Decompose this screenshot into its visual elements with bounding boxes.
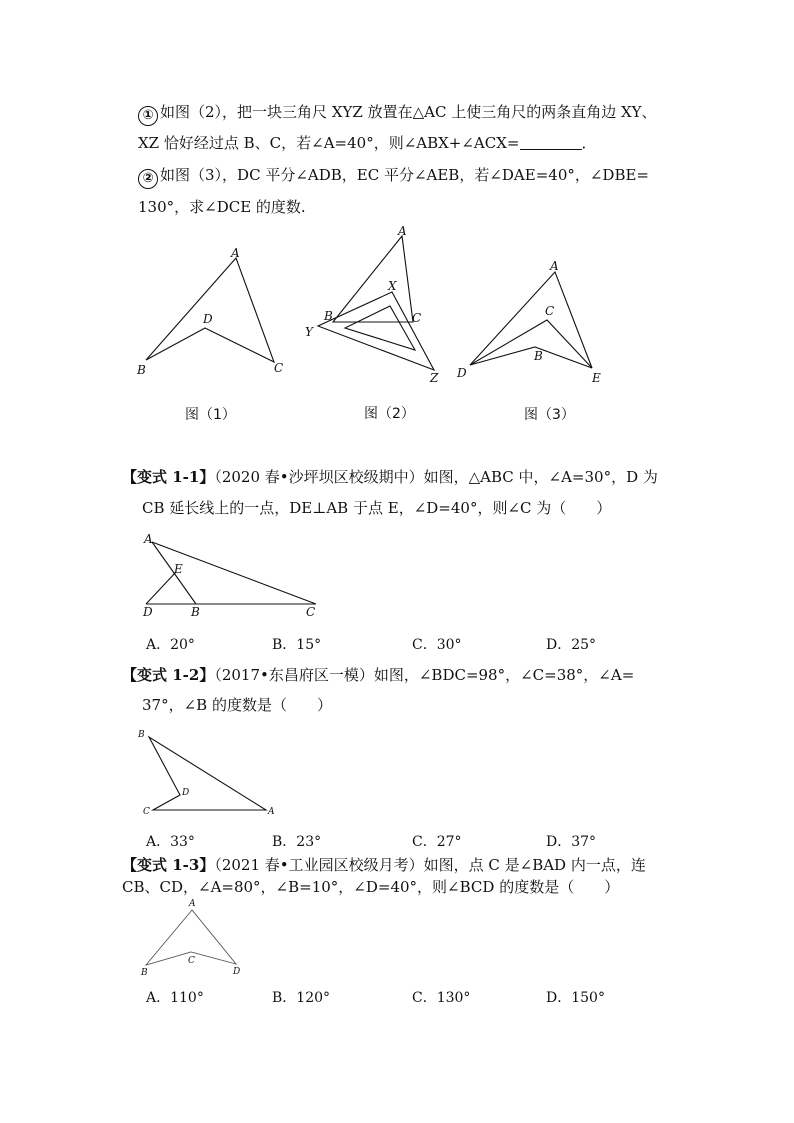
figure-1 [146, 258, 274, 362]
v3-line2: CB、CD，∠A=80°，∠B=10°，∠D=40°，则∠BCD 的度数是（ ） [122, 878, 620, 896]
v2-option-a[interactable]: A．33° [146, 834, 195, 850]
v3-option-a[interactable]: A．110° [146, 990, 204, 1006]
v1-option-b[interactable]: B．15° [272, 637, 322, 653]
v1-option-c[interactable]: C．30° [412, 637, 462, 653]
q2-text-1: 如图（3），DC 平分∠ADB，EC 平分∠AEB，若∠DAE=40°，∠DBE= [160, 166, 650, 184]
v2-text-1: （2017•东昌府区一模）如图，∠BDC=98°，∠C=38°，∠A= [214, 666, 635, 684]
v1-tag: 【变式 1-1】 [122, 468, 215, 486]
fig3-caption: 图（3） [524, 407, 575, 423]
v1-line1 [122, 466, 658, 488]
fig1-label-d: D [203, 312, 213, 326]
v2-label-b: B [138, 730, 145, 740]
q1-text-3: ． [581, 134, 597, 152]
fig2-label-y: Y [305, 325, 313, 339]
v3-option-c[interactable]: C．130° [412, 990, 471, 1006]
fig2-caption: 图（2） [364, 406, 415, 422]
v2-label-c: C [143, 807, 150, 817]
q2-number: ② [138, 169, 158, 189]
v2-line2: 37°，∠B 的度数是（ ） [142, 696, 332, 714]
v2-option-b[interactable]: B．23° [272, 834, 322, 850]
v2-label-d: D [182, 788, 190, 798]
figure-3 [470, 272, 592, 368]
v1-label-a: A [144, 532, 153, 546]
fig1-label-c: C [274, 361, 284, 375]
fig2-label-a: A [398, 224, 407, 238]
q1-text-2: XZ 恰好经过点 B、C，若∠A=40°，则∠ABX+∠ACX= [138, 134, 520, 152]
v1-option-a[interactable]: A．20° [146, 637, 195, 653]
v3-tag: 【变式 1-3】 [122, 856, 215, 874]
fig2-label-b: B [324, 309, 333, 323]
v1-figure [146, 542, 316, 604]
v2-label-a: A [268, 807, 275, 817]
v1-option-d[interactable]: D．25° [546, 637, 597, 653]
v3-option-b[interactable]: B．120° [272, 990, 331, 1006]
figure-2 [318, 236, 434, 370]
v2-figure [149, 737, 266, 810]
fig2-label-c: C [412, 311, 422, 325]
q1-text-1: 如图（2），把一块三角尺 XYZ 放置在△AC 上使三角尺的两条直角边 XY、 [160, 103, 657, 121]
v2-line1 [122, 664, 634, 686]
v1-label-b: B [191, 605, 200, 619]
fig3-label-b: B [534, 349, 543, 363]
v3-line1 [122, 854, 646, 876]
q1-number: ① [138, 106, 158, 126]
fig1-caption: 图（1） [185, 407, 236, 423]
fig1-label-b: B [137, 363, 146, 377]
v1-label-d: D [143, 605, 153, 619]
fig3-label-a: A [550, 259, 559, 273]
v2-option-d[interactable]: D．37° [546, 834, 597, 850]
v1-label-e: E [174, 562, 183, 576]
v1-label-c: C [306, 605, 316, 619]
v3-text-1: （2021 春•工业园区校级月考）如图，点 C 是∠BAD 内一点，连 [214, 856, 646, 874]
v3-option-d[interactable]: D．150° [546, 990, 605, 1006]
v1-line2: CB 延长线上的一点，DE⊥AB 于点 E，∠D=40°，则∠C 为（ ） [142, 499, 612, 517]
fig1-label-a: A [231, 246, 240, 260]
v3-label-c: C [188, 956, 195, 966]
q2-line2: 130°，求∠DCE 的度数. [138, 198, 306, 216]
fig3-label-e: E [592, 371, 601, 385]
v3-label-d: D [233, 967, 241, 977]
v2-tag: 【变式 1-2】 [122, 666, 215, 684]
v3-label-b: B [141, 968, 148, 978]
fig3-label-c: C [545, 304, 555, 318]
v3-label-a: A [189, 899, 196, 909]
v2-option-c[interactable]: C．27° [412, 834, 462, 850]
fig3-label-d: D [457, 366, 467, 380]
fig2-label-x: X [388, 279, 397, 293]
fig2-label-z: Z [430, 371, 439, 385]
v1-text-1: （2020 春•沙坪坝区校级期中）如图，△ABC 中，∠A=30°，D 为 [214, 468, 658, 486]
